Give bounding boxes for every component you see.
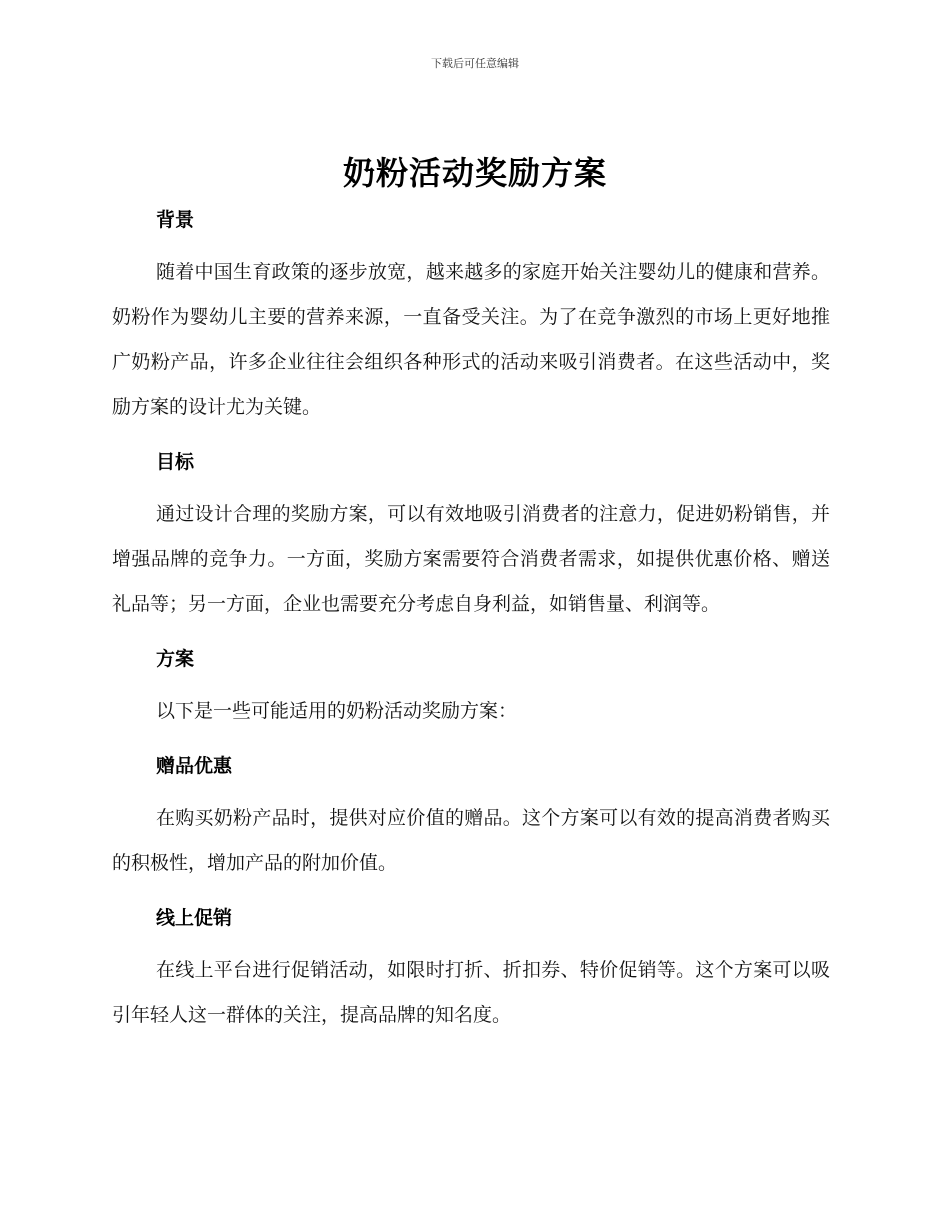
section-gift-discount [112,744,830,886]
section-heading: 背景 [156,209,195,231]
document-title: 奶粉活动奖励方案 [342,154,607,192]
section-online-promotion [112,896,830,1038]
section-background [112,198,830,430]
section-heading: 线上促销 [156,907,233,929]
section-paragraph: 在购买奶粉产品时，提供对应价值的赠品。这个方案可以有效的提高消费者购买的积极性，增加产品的附加价值。 [112,807,830,874]
section-paragraph: 在线上平台进行促销活动，如限时打折、折扣券、特价促销等。这个方案可以吸引年轻人这一群体的关注，提高品牌的知名度。 [112,959,830,1026]
section-heading: 方案 [156,648,195,670]
section-goal [112,440,830,627]
section-paragraph: 通过设计合理的奖励方案，可以有效地吸引消费者的注意力，促进奶粉销售，并增强品牌的竞争力。一方面，奖励方案需要符合消费者需求，如提供优惠价格、赠送礼品等；另一方面，企业也需要充分考虑自身利益，如销售量、利润等。 [112,503,830,615]
header-note: 下载后可任意编辑 [431,57,519,70]
section-plan [112,637,830,734]
document-body [112,198,830,1038]
section-paragraph: 以下是一些可能适用的奶粉活动奖励方案： [156,700,518,722]
section-heading: 赠品优惠 [156,755,233,777]
section-paragraph: 随着中国生育政策的逐步放宽，越来越多的家庭开始关注婴幼儿的健康和营养。奶粉作为婴幼儿主要的营养来源，一直备受关注。为了在竞争激烈的市场上更好地推广奶粉产品，许多企业往往会组织各种形式的活动来吸引消费者。在这些活动中，奖励方案的设计尤为关键。 [112,261,830,418]
section-heading: 目标 [156,451,195,473]
